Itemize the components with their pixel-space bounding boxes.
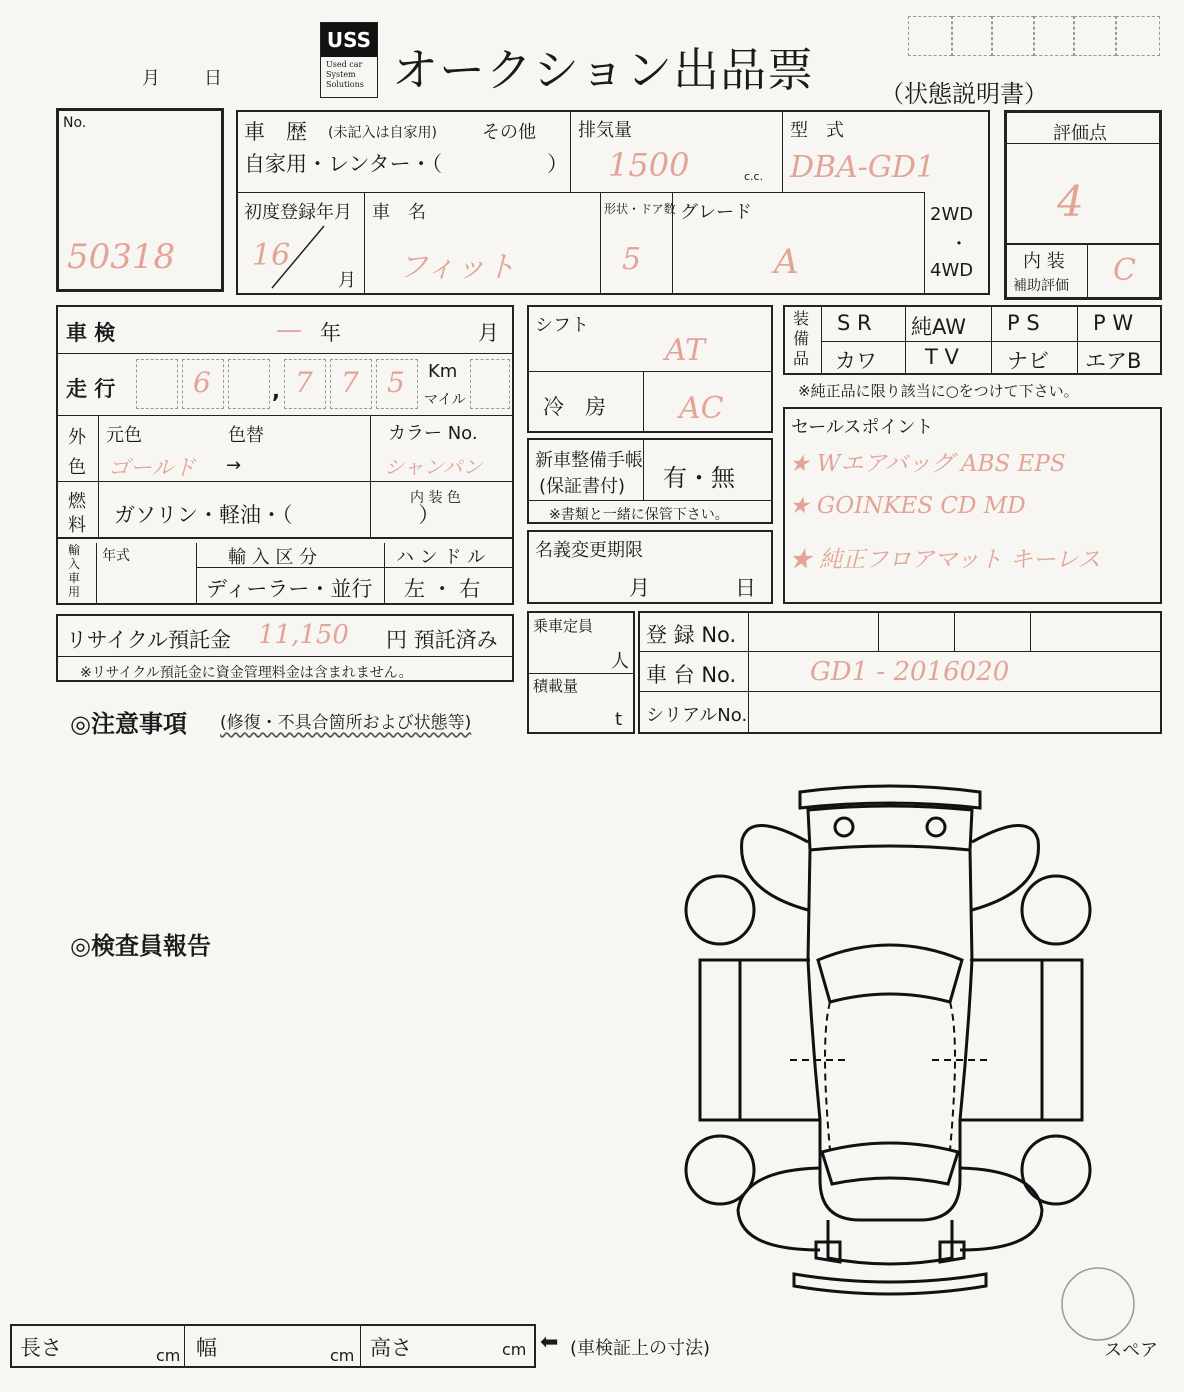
registration-label: 登 録 No. <box>646 623 737 647</box>
mileage-digit-1[interactable] <box>136 359 178 409</box>
trunk <box>828 1220 952 1264</box>
notes-subheading: (修復・不具合箇所および状態等) <box>220 713 472 733</box>
sales-points-label: セールスポイント <box>791 417 934 438</box>
front-left-wheel <box>686 876 754 944</box>
first-registration-slash <box>268 222 328 292</box>
width-unit: cm <box>330 1346 355 1365</box>
inspector-report-area[interactable] <box>60 964 680 1304</box>
car-name-value: フィット <box>398 250 516 285</box>
hood <box>808 806 972 850</box>
handle-options[interactable]: 左 ・ 右 <box>404 577 481 601</box>
import-category-label: 輸 入 区 分 <box>228 547 318 568</box>
shift-label: シフト <box>535 315 589 336</box>
score-box <box>1004 110 1162 300</box>
inspection-month-label: 月 <box>478 321 499 345</box>
right-rocker <box>1042 960 1082 1120</box>
code-box-6[interactable] <box>1116 16 1160 56</box>
mileage-unit-km[interactable]: Km <box>428 361 458 382</box>
shift-aircon-box <box>527 305 773 433</box>
equipment-box <box>783 305 1162 375</box>
logo-abbr: USS <box>321 23 377 57</box>
history-label: 車 歴 <box>244 120 307 144</box>
displacement-label: 排気量 <box>578 120 632 141</box>
sales-points-box[interactable] <box>783 407 1162 604</box>
code-box-1[interactable] <box>908 16 952 56</box>
mileage-digit-3[interactable] <box>228 359 270 409</box>
inspection-hw-mark: — <box>276 315 302 345</box>
rear-left-wheel <box>686 1136 754 1204</box>
left-door-line <box>825 1002 830 1150</box>
interior-score-label: 内 装 <box>1023 251 1065 272</box>
right-door-line <box>950 1002 955 1150</box>
grade-label: グレード <box>680 202 752 223</box>
equipment-pw[interactable]: P W <box>1093 311 1134 335</box>
service-book-options[interactable]: 有・無 <box>663 464 735 492</box>
chassis-value: GD1 - 2016020 <box>810 657 1010 687</box>
import-year-label: 年式 <box>102 548 130 564</box>
serial-label: シリアルNo. <box>646 705 748 726</box>
inspection-year-label: 年 <box>320 321 341 345</box>
import-category-options[interactable]: ディーラー・並行 <box>206 577 373 601</box>
mileage-digit-4[interactable]: 7 <box>284 359 326 409</box>
spare-tire-circle[interactable] <box>1058 1264 1138 1344</box>
lot-number-value: 50318 <box>67 237 176 277</box>
color-code-value: シャンパン <box>384 455 483 479</box>
title-change-day-label: 日 <box>735 576 756 600</box>
right-front-fender <box>972 825 1038 910</box>
color-section-label-2: 色 <box>68 457 86 478</box>
service-book-box <box>527 438 773 524</box>
code-box-4[interactable] <box>1034 16 1074 56</box>
lot-number-box[interactable] <box>56 108 224 292</box>
fuel-options[interactable]: ガソリン・軽油・（ ） <box>114 503 440 527</box>
equipment-label: 装 備 品 <box>793 309 810 368</box>
registration-box <box>638 611 1162 734</box>
mileage-unit-mile[interactable]: マイル <box>424 392 466 408</box>
equipment-sr[interactable]: S R <box>837 311 872 335</box>
code-box-3[interactable] <box>992 16 1034 56</box>
score-label: 評価点 <box>1053 123 1107 144</box>
inspection-label: 車 検 <box>66 321 116 345</box>
recycle-value: 11,150 <box>258 620 349 650</box>
page-subtitle: （状態説明書） <box>880 80 1048 108</box>
date-day-label: 日 <box>204 68 222 89</box>
model-code-label: 型 式 <box>790 120 844 141</box>
capacity-unit: 人 <box>611 651 629 672</box>
mileage-digit-2[interactable]: 6 <box>182 359 224 409</box>
color-change-arrow: → <box>226 455 242 476</box>
equipment-aw[interactable]: 純AW <box>911 315 966 339</box>
height-label: 高さ <box>370 1336 412 1360</box>
vehicle-info-box <box>236 110 990 295</box>
equipment-navi[interactable]: ナビ <box>1007 349 1049 373</box>
left-rear-fender <box>738 1168 820 1250</box>
fuel-section-label-1: 燃 <box>68 491 86 512</box>
front-left-light <box>835 818 853 836</box>
mileage-digit-6[interactable]: 5 <box>376 359 418 409</box>
rear-bumper <box>794 1274 986 1294</box>
recycle-note: ※リサイクル預託金に資金管理料金は含まれません。 <box>80 665 413 681</box>
inspection-block <box>56 305 514 605</box>
first-registration-label: 初度登録年月 <box>244 202 352 223</box>
notes-heading: ◎注意事項 <box>70 710 187 738</box>
body-doors-label: 形状・ドア数 <box>604 202 676 216</box>
mileage-digit-5[interactable]: 7 <box>330 359 372 409</box>
history-options[interactable]: 自家用・レンター・（ ） <box>244 152 569 176</box>
inspector-report-heading: ◎検査員報告 <box>70 932 211 960</box>
mileage-label: 走 行 <box>66 377 116 401</box>
recycle-box <box>56 614 514 682</box>
car-diagram[interactable] <box>680 780 1110 1300</box>
sales-point-2: ★ GOINKES CD MD <box>789 493 1026 519</box>
rear-window <box>822 1143 958 1184</box>
color-section-label-1: 外 <box>68 427 86 448</box>
interior-color-label: 内 装 色 <box>410 490 461 506</box>
handle-label: ハ ン ド ル <box>396 547 486 568</box>
first-registration-year: 16 <box>252 238 291 273</box>
body-doors-value: 5 <box>622 242 642 277</box>
dimensions-note: (車検証上の寸法) <box>570 1338 711 1359</box>
equipment-note: ※純正品に限り該当に○をつけて下さい。 <box>798 382 1079 400</box>
mileage-comma: , <box>272 379 280 403</box>
lot-number-label: No. <box>63 115 87 131</box>
uss-logo <box>320 22 378 98</box>
equipment-airbag[interactable]: エアB <box>1085 349 1142 373</box>
import-section-label: 輸 入 車 用 <box>68 543 81 599</box>
length-label: 長さ <box>20 1336 62 1360</box>
length-unit: cm <box>156 1346 181 1365</box>
load-label: 積載量 <box>533 677 579 695</box>
drive-separator: ・ <box>950 234 968 255</box>
displacement-value: 1500 <box>608 146 690 184</box>
fuel-section-label-2: 料 <box>68 515 86 536</box>
grade-value: A <box>774 242 799 282</box>
front-right-wheel <box>1022 876 1090 944</box>
right-side-panel <box>960 960 1042 1120</box>
rear-right-wheel <box>1022 1136 1090 1204</box>
model-code-value: DBA-GD1 <box>790 150 936 185</box>
capacity-box <box>527 611 635 734</box>
interior-score-value: C <box>1113 253 1136 288</box>
aircon-label: 冷 房 <box>543 395 606 419</box>
capacity-label: 乗車定員 <box>533 617 594 635</box>
changed-color-label: 色替 <box>228 425 264 446</box>
mileage-extra-box[interactable] <box>470 359 510 409</box>
page-title: オークション出品票 <box>392 43 815 97</box>
sales-point-3: ★ 純正フロアマット キーレス <box>789 547 1101 573</box>
title-change-box <box>527 530 773 604</box>
sales-point-1: ★ Wエアバッグ ABS EPS <box>789 451 1066 477</box>
recycle-unit: 円 預託済み <box>386 628 498 652</box>
notes-area[interactable] <box>60 740 680 910</box>
right-rear-fender <box>960 1168 1042 1250</box>
code-box-2[interactable] <box>952 16 992 56</box>
logo-line3: Solutions <box>326 80 364 89</box>
load-unit: t <box>615 709 623 730</box>
code-box-5[interactable] <box>1074 16 1116 56</box>
shift-value: AT <box>665 333 706 368</box>
original-color-value: ゴールド <box>108 456 196 481</box>
spare-label: スペア <box>1104 1340 1158 1361</box>
body-outline <box>808 850 972 1220</box>
front-right-light <box>927 818 945 836</box>
windshield <box>818 945 962 1002</box>
car-name-label: 車 名 <box>372 202 426 223</box>
drive-4wd[interactable]: 4WD <box>930 260 974 281</box>
equipment-tv[interactable]: T V <box>925 345 959 369</box>
service-book-label: 新車整備手帳 <box>535 450 643 471</box>
left-rocker <box>700 960 740 1120</box>
recycle-label: リサイクル預託金 <box>66 628 232 652</box>
displacement-unit: c.c. <box>744 170 764 183</box>
dimensions-box <box>10 1324 536 1368</box>
color-code-label: カラー No. <box>388 423 478 444</box>
first-registration-month-label: 月 <box>338 270 356 291</box>
date-month-label: 月 <box>142 68 160 89</box>
aircon-value: AC <box>679 391 724 426</box>
equipment-leather[interactable]: カワ <box>835 349 877 373</box>
interior-score-sublabel: 補助評価 <box>1013 278 1069 294</box>
drive-2wd[interactable]: 2WD <box>930 204 974 225</box>
width-label: 幅 <box>196 1336 217 1360</box>
height-unit: cm <box>502 1340 527 1359</box>
service-book-note: ※書類と一緒に保管下さい。 <box>549 507 729 523</box>
history-other-label: その他 <box>482 122 536 143</box>
score-value: 4 <box>1057 177 1084 226</box>
title-change-month-label: 月 <box>629 576 650 600</box>
service-book-sublabel: (保証書付) <box>539 476 626 497</box>
logo-line2: System <box>326 70 356 79</box>
title-change-label: 名義変更期限 <box>535 540 643 561</box>
equipment-ps[interactable]: P S <box>1007 311 1040 335</box>
logo-line1: Used car <box>326 60 363 69</box>
dimensions-arrow-icon: ⬅ <box>540 1330 559 1355</box>
history-note: (未記入は自家用) <box>328 125 437 141</box>
chassis-label: 車 台 No. <box>646 663 737 687</box>
original-color-label: 元色 <box>106 425 142 446</box>
